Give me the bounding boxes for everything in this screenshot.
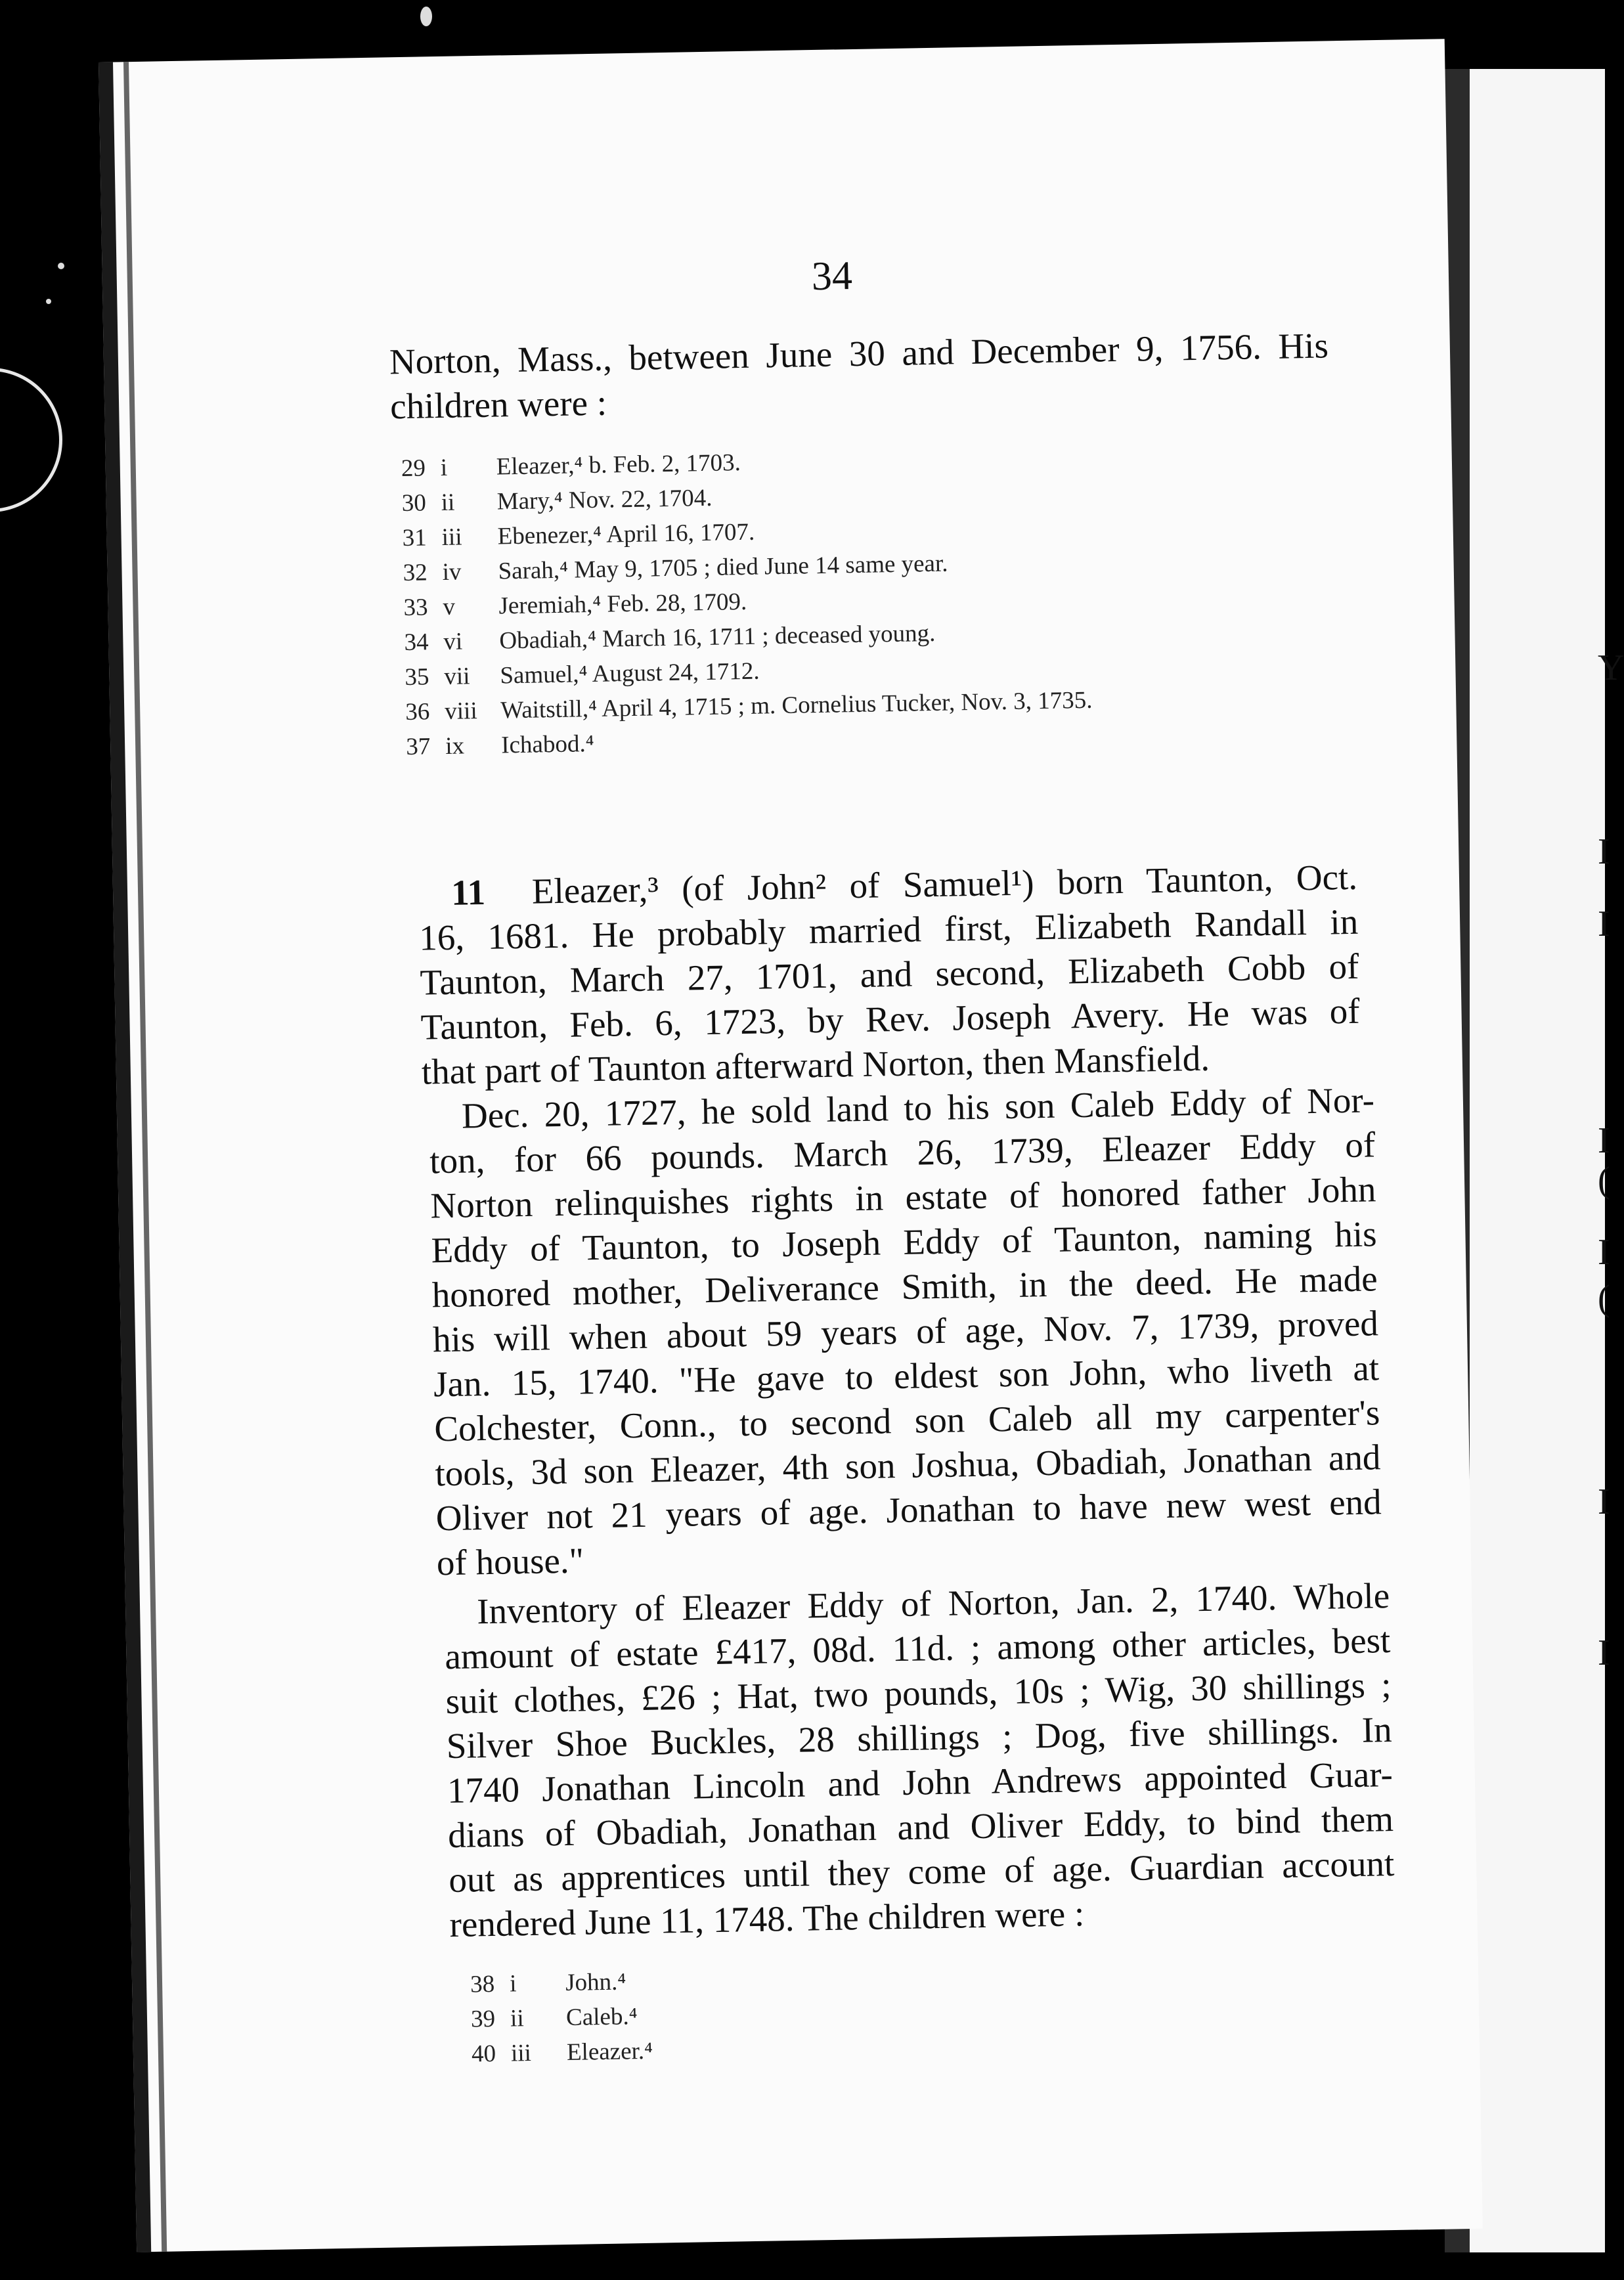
text-line: Norton relinquishes rights in estate of honored father John — [429, 1169, 1376, 1226]
list-item — [471, 1999, 653, 2037]
facing-page-char: I — [1598, 1633, 1610, 1673]
text-line: Taunton, March 27, 1701, and second, Elizabeth Cobb of — [419, 946, 1359, 1003]
scan-speck — [420, 7, 432, 26]
list-entry: Sarah,⁴ May 9, 1705 ; died June 14 same year. — [498, 550, 948, 585]
facing-page-char: I — [1598, 1120, 1610, 1161]
list-number: 30 — [401, 489, 427, 517]
text-line: Taunton, Feb. 6, 1723, by Rev. Joseph Avery. He was of — [420, 990, 1361, 1047]
text-line: Oliver not 21 years of age. Jonathan to have new west end — [435, 1481, 1382, 1539]
text-line: Colchester, Conn., to second son Caleb all my carpenter's — [433, 1392, 1380, 1449]
facing-page-char: ( — [1598, 1160, 1610, 1200]
list-entry: Jeremiah,⁴ Feb. 28, 1709. — [498, 588, 747, 620]
text-line: honored mother, Deliverance Smith, in the deed. He made — [431, 1258, 1378, 1315]
list-number: 31 — [402, 524, 428, 552]
facing-page-char: Y — [1598, 647, 1624, 688]
list-entry: Eleazer.⁴ — [566, 2037, 653, 2067]
list-item — [472, 2034, 653, 2072]
list-item — [470, 1964, 652, 2002]
text-line: Dec. 20, 1727, he sold land to his son Caleb Eddy of Nor- — [461, 1080, 1375, 1136]
list-roman: vi — [443, 628, 463, 655]
text-line: Eleazer,³ (of John² of Samuel¹) born Taunton, Oct. — [531, 856, 1358, 911]
text-line: dians of Obadiah, Jonathan and Oliver Eddy, to bind them — [447, 1798, 1394, 1856]
text-line: suit clothes, £26 ; Hat, two pounds, 10s ; Wig, 30 shillings ; — [445, 1665, 1392, 1722]
list-entry: Mary,⁴ Nov. 22, 1704. — [496, 484, 713, 515]
left-scan-margin — [0, 0, 99, 2280]
children-list — [470, 1964, 653, 2072]
list-entry: Ebenezer,⁴ April 16, 1707. — [497, 518, 755, 550]
list-number: 33 — [403, 594, 428, 622]
facing-page-char: I — [1598, 831, 1610, 872]
list-roman: v — [443, 593, 456, 621]
list-roman: iii — [441, 523, 462, 551]
list-entry: John.⁴ — [565, 1968, 626, 1997]
list-entry: Waitstill,⁴ April 4, 1715 ; m. Cornelius Tucker, Nov. 3, 1735. — [500, 686, 1093, 724]
list-roman: ii — [510, 2005, 525, 2032]
text-line: of house." — [436, 1540, 584, 1583]
text-line: amount of estate £417, 08d. 11d. ; among other articles, best — [444, 1620, 1391, 1677]
text-line: children were : — [389, 382, 607, 427]
facing-page-char: I — [1598, 1481, 1610, 1522]
list-roman: i — [509, 1970, 517, 1998]
scan-speck — [46, 299, 51, 304]
list-entry: Obadiah,⁴ March 16, 1711 ; deceased young. — [499, 619, 936, 655]
list-number: 38 — [470, 1970, 495, 1998]
list-roman: i — [440, 454, 448, 482]
facing-page-edge — [1470, 69, 1624, 2266]
list-number: 37 — [405, 733, 431, 760]
list-roman: viii — [444, 697, 478, 725]
text-line: his will when about 59 years of age, Nov. 7, 1739, proved — [432, 1303, 1379, 1360]
text-line: that part of Taunton afterward Norton, then Mansfield. — [421, 1038, 1210, 1092]
list-number: 29 — [401, 454, 426, 483]
list-number: 35 — [405, 663, 429, 691]
entry-number: 11 — [450, 871, 486, 913]
list-entry: Eleazer,⁴ b. Feb. 2, 1703. — [496, 449, 741, 481]
text-line: rendered June 11, 1748. The children were : — [449, 1893, 1085, 1945]
scan-speck — [58, 263, 64, 269]
facing-page-char: ( — [1598, 1278, 1610, 1319]
list-number: 34 — [404, 628, 429, 657]
text-line: Norton, Mass., between June 30 and December 9, 1756. His — [389, 325, 1329, 382]
text-line: tools, 3d son Eleazer, 4th son Joshua, Obadiah, Jonathan and — [435, 1437, 1381, 1494]
list-roman: ix — [445, 732, 465, 760]
list-number: 32 — [403, 559, 428, 587]
facing-page-char: I — [1598, 904, 1610, 944]
text-line: Jan. 15, 1740. "He gave to eldest son John, who liveth at — [433, 1348, 1380, 1405]
text-line: ton, for 66 pounds. March 26, 1739, Eleazer Eddy of — [429, 1124, 1376, 1181]
list-roman: vii — [444, 663, 470, 690]
list-number: 40 — [471, 2040, 496, 2068]
text-line: Eddy of Taunton, to Joseph Eddy of Taunton, naming his — [431, 1214, 1377, 1271]
text-line: Inventory of Eleazer Eddy of Norton, Jan. 2, 1740. Whole — [476, 1575, 1390, 1632]
book-page — [99, 39, 1483, 2252]
list-entry: Ichabod.⁴ — [500, 730, 594, 759]
list-roman: iii — [510, 2039, 532, 2067]
children-list — [401, 439, 1093, 764]
text-line: 1740 Jonathan Lincoln and John Andrews appointed Guar- — [447, 1754, 1394, 1811]
text-line: 16, 1681. He probably married first, Elizabeth Randall in — [418, 901, 1359, 958]
list-roman: ii — [441, 489, 455, 516]
list-entry: Samuel,⁴ August 24, 1712. — [500, 657, 760, 690]
list-entry: Caleb.⁴ — [565, 2003, 638, 2032]
facing-page-char: I — [1598, 1232, 1610, 1273]
list-number: 36 — [405, 698, 430, 726]
list-roman: iv — [442, 558, 462, 586]
text-line: out as apprentices until they come of age. Guardian account — [448, 1843, 1395, 1900]
list-number: 39 — [470, 2005, 496, 2033]
page-number: 34 — [811, 253, 853, 299]
bottom-scan-margin — [0, 2252, 1605, 2280]
text-line: Silver Shoe Buckles, 28 shillings ; Dog, five shillings. In — [446, 1709, 1393, 1766]
